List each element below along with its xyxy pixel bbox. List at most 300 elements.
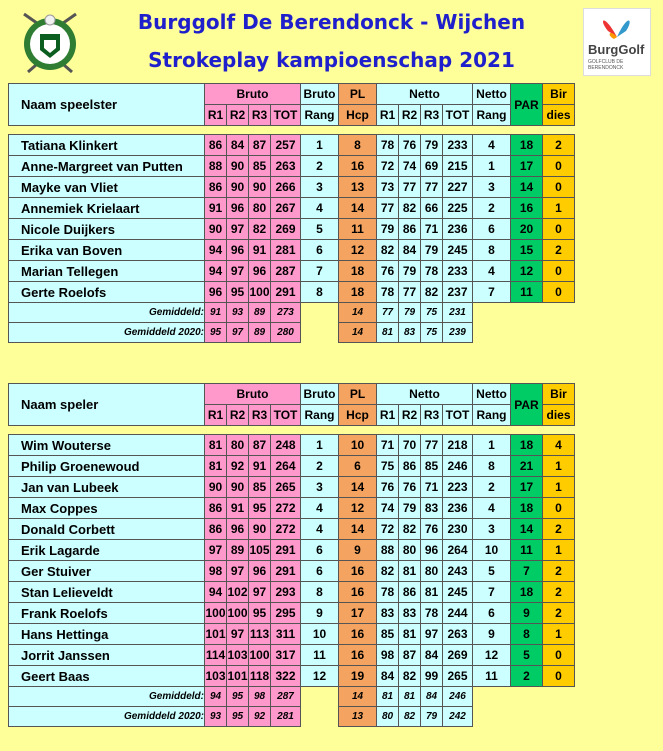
bruto-rang: 6	[301, 240, 339, 261]
par-count: 15	[511, 240, 543, 261]
bruto-b1: 90	[205, 477, 227, 498]
bruto-btot: 291	[271, 540, 301, 561]
average-label: Gemiddeld:	[9, 303, 205, 323]
bruto-b1: 86	[205, 135, 227, 156]
netto-n2: 76	[399, 135, 421, 156]
bruto-b1: 100	[205, 603, 227, 624]
average-label: Gemiddeld 2020:	[9, 707, 205, 727]
netto-n3: 79	[421, 240, 443, 261]
bruto-b1: 81	[205, 435, 227, 456]
average-row	[9, 687, 575, 707]
netto-n3: 99	[421, 666, 443, 687]
bruto-b3: 82	[249, 219, 271, 240]
average-label: Gemiddeld 2020:	[9, 323, 205, 343]
birdies-count: 1	[543, 456, 575, 477]
netto-rang: 2	[473, 477, 511, 498]
bruto-b2: 90	[227, 156, 249, 177]
bruto-btot: 272	[271, 519, 301, 540]
player-name: Annemiek Krielaart	[9, 198, 205, 219]
bruto-rang: 6	[301, 561, 339, 582]
bruto-b1: 114	[205, 645, 227, 666]
bruto-b2: 84	[227, 135, 249, 156]
netto-n3: 77	[421, 177, 443, 198]
netto-n3: 66	[421, 198, 443, 219]
bruto-btot: 295	[271, 603, 301, 624]
bruto-btot: 269	[271, 219, 301, 240]
bruto-b1: 88	[205, 156, 227, 177]
bruto-rang-header: Bruto	[301, 384, 339, 405]
netto-n1: 82	[377, 240, 399, 261]
table-row	[9, 624, 575, 645]
women-scorecard-table	[8, 83, 575, 343]
netto-n1: 73	[377, 177, 399, 198]
netto-n2: 82	[399, 198, 421, 219]
bruto-b1: 98	[205, 561, 227, 582]
average-netto-n3: 79	[421, 707, 443, 727]
pl-hcp-header: PL	[339, 84, 377, 105]
bruto-rang-header-2: Rang	[301, 105, 339, 126]
spacer	[9, 126, 575, 135]
netto-n3: 85	[421, 456, 443, 477]
netto-rang: 6	[473, 603, 511, 624]
pl-hcp-header-2: Hcp	[339, 105, 377, 126]
par-count: 16	[511, 198, 543, 219]
netto-n3: 97	[421, 624, 443, 645]
bruto-b1: 90	[205, 219, 227, 240]
bruto-b1: 86	[205, 519, 227, 540]
birdies-count: 2	[543, 240, 575, 261]
bruto-b1: 91	[205, 198, 227, 219]
player-name: Donald Corbett	[9, 519, 205, 540]
table-header-row	[9, 384, 575, 405]
netto-n2: 81	[399, 561, 421, 582]
bruto-btot: 291	[271, 282, 301, 303]
pl-hcp: 14	[339, 198, 377, 219]
netto-n1: 88	[377, 540, 399, 561]
bruto-b3: 97	[249, 582, 271, 603]
netto-n2: 86	[399, 582, 421, 603]
pl-hcp: 16	[339, 624, 377, 645]
netto-n2: 80	[399, 540, 421, 561]
table-row	[9, 219, 575, 240]
netto-ntot: 225	[443, 198, 473, 219]
table-row	[9, 198, 575, 219]
netto-rang-header-2: Rang	[473, 105, 511, 126]
bruto-btot: 266	[271, 177, 301, 198]
average-netto-n3: 84	[421, 687, 443, 707]
netto-rang: 8	[473, 456, 511, 477]
netto-n1: 79	[377, 219, 399, 240]
bruto-b2: 80	[227, 435, 249, 456]
netto-ntot: 265	[443, 666, 473, 687]
bruto-b1: 94	[205, 240, 227, 261]
player-name-header: Naam speelster	[9, 84, 205, 126]
par-count: 7	[511, 561, 543, 582]
birdies-header-2: dies	[543, 105, 575, 126]
bruto-b3: 118	[249, 666, 271, 687]
average-netto-n1: 81	[377, 323, 399, 343]
netto-n2: 87	[399, 645, 421, 666]
bruto-r1-header: R1	[205, 405, 227, 426]
average-netto-n1: 77	[377, 303, 399, 323]
netto-n2: 76	[399, 477, 421, 498]
netto-tot-header: TOT	[443, 405, 473, 426]
birdies-count: 1	[543, 477, 575, 498]
bruto-rang: 8	[301, 282, 339, 303]
birdies-count: 1	[543, 198, 575, 219]
netto-n1: 85	[377, 624, 399, 645]
netto-n2: 79	[399, 261, 421, 282]
netto-rang: 10	[473, 540, 511, 561]
player-name: Frank Roelofs	[9, 603, 205, 624]
netto-n3: 71	[421, 477, 443, 498]
netto-tot-header: TOT	[443, 105, 473, 126]
par-count: 21	[511, 456, 543, 477]
netto-rang: 1	[473, 156, 511, 177]
bruto-b2: 91	[227, 498, 249, 519]
netto-n1: 76	[377, 261, 399, 282]
par-count: 20	[511, 219, 543, 240]
par-count: 18	[511, 135, 543, 156]
netto-n2: 79	[399, 498, 421, 519]
netto-rang: 4	[473, 261, 511, 282]
netto-n1: 71	[377, 435, 399, 456]
netto-n3: 84	[421, 645, 443, 666]
netto-n1: 74	[377, 498, 399, 519]
pl-hcp: 14	[339, 519, 377, 540]
bruto-rang: 3	[301, 177, 339, 198]
netto-n1: 77	[377, 198, 399, 219]
player-name: Erik Lagarde	[9, 540, 205, 561]
netto-rang: 5	[473, 561, 511, 582]
player-name-header: Naam speler	[9, 384, 205, 426]
bruto-header: Bruto	[205, 384, 301, 405]
average-label: Gemiddeld:	[9, 687, 205, 707]
bruto-btot: 287	[271, 261, 301, 282]
netto-r3-header: R3	[421, 105, 443, 126]
pl-hcp-header: PL	[339, 384, 377, 405]
empty-cell	[301, 323, 339, 343]
bruto-btot: 263	[271, 156, 301, 177]
bruto-b2: 103	[227, 645, 249, 666]
netto-n2: 81	[399, 624, 421, 645]
netto-ntot: 264	[443, 540, 473, 561]
pl-hcp: 18	[339, 282, 377, 303]
par-header: PAR	[511, 384, 543, 426]
bruto-btot: 248	[271, 435, 301, 456]
netto-ntot: 236	[443, 219, 473, 240]
netto-n3: 83	[421, 498, 443, 519]
netto-n2: 70	[399, 435, 421, 456]
table-header-row	[9, 84, 575, 105]
average-netto-ntot: 246	[443, 687, 473, 707]
average-netto-n2: 83	[399, 323, 421, 343]
player-name: Jan van Lubeek	[9, 477, 205, 498]
player-name: Nicole Duijkers	[9, 219, 205, 240]
birdies-header: Bir	[543, 84, 575, 105]
birdies-count: 2	[543, 582, 575, 603]
par-count: 18	[511, 435, 543, 456]
netto-rang-header: Netto	[473, 384, 511, 405]
par-count: 17	[511, 156, 543, 177]
pl-hcp: 16	[339, 645, 377, 666]
bruto-rang: 5	[301, 219, 339, 240]
pl-hcp: 12	[339, 498, 377, 519]
table-row	[9, 240, 575, 261]
bruto-b3: 85	[249, 477, 271, 498]
pl-hcp: 12	[339, 240, 377, 261]
netto-ntot: 245	[443, 582, 473, 603]
table-row	[9, 582, 575, 603]
player-name: Stan Lelieveldt	[9, 582, 205, 603]
table-row	[9, 435, 575, 456]
netto-rang: 3	[473, 519, 511, 540]
table-row	[9, 456, 575, 477]
page-title: Burggolf De Berendonck - Wijchen	[137, 10, 526, 34]
birdies-count: 2	[543, 519, 575, 540]
netto-rang: 4	[473, 498, 511, 519]
logo-subtext: GOLFCLUB DE BERENDONCK	[588, 59, 624, 71]
birdies-count: 0	[543, 261, 575, 282]
netto-r2-header: R2	[399, 105, 421, 126]
bruto-b1: 94	[205, 261, 227, 282]
bruto-rang: 3	[301, 477, 339, 498]
bruto-b3: 90	[249, 177, 271, 198]
pl-hcp: 19	[339, 666, 377, 687]
bruto-b1: 96	[205, 282, 227, 303]
empty-cell	[301, 303, 339, 323]
page-subtitle: Strokeplay kampioenschap 2021	[148, 48, 515, 72]
netto-n1: 75	[377, 456, 399, 477]
empty-cell	[473, 323, 575, 343]
birdies-count: 0	[543, 645, 575, 666]
bruto-b3: 87	[249, 135, 271, 156]
average-bruto-b2: 97	[227, 323, 249, 343]
birdies-count: 2	[543, 561, 575, 582]
netto-r3-header: R3	[421, 405, 443, 426]
logo-text: BurgGolf	[588, 42, 645, 57]
netto-ntot: 227	[443, 177, 473, 198]
average-netto-n3: 75	[421, 303, 443, 323]
average-bruto-btot: 280	[271, 323, 301, 343]
table-row	[9, 666, 575, 687]
bruto-r3-header: R3	[249, 405, 271, 426]
birdies-count: 0	[543, 177, 575, 198]
bruto-btot: 291	[271, 561, 301, 582]
player-name: Jorrit Janssen	[9, 645, 205, 666]
netto-n3: 71	[421, 219, 443, 240]
netto-ntot: 223	[443, 477, 473, 498]
bruto-b3: 105	[249, 540, 271, 561]
netto-rang: 4	[473, 135, 511, 156]
average-bruto-b1: 93	[205, 707, 227, 727]
bruto-btot: 272	[271, 498, 301, 519]
netto-rang: 1	[473, 435, 511, 456]
bruto-b2: 96	[227, 240, 249, 261]
netto-n1: 83	[377, 603, 399, 624]
empty-cell	[473, 707, 575, 727]
average-bruto-b3: 89	[249, 323, 271, 343]
netto-n2: 84	[399, 240, 421, 261]
par-count: 12	[511, 261, 543, 282]
bruto-rang: 4	[301, 198, 339, 219]
bruto-rang: 8	[301, 582, 339, 603]
netto-n3: 79	[421, 135, 443, 156]
average-netto-n2: 79	[399, 303, 421, 323]
bruto-btot: 264	[271, 456, 301, 477]
bruto-rang: 2	[301, 156, 339, 177]
bruto-rang-header: Bruto	[301, 84, 339, 105]
bruto-b3: 91	[249, 240, 271, 261]
netto-rang-header-2: Rang	[473, 405, 511, 426]
bruto-b1: 97	[205, 540, 227, 561]
netto-rang: 7	[473, 282, 511, 303]
netto-header: Netto	[377, 84, 473, 105]
netto-n2: 82	[399, 666, 421, 687]
netto-rang: 2	[473, 198, 511, 219]
spacer	[9, 426, 575, 435]
birdies-count: 0	[543, 156, 575, 177]
bruto-b3: 96	[249, 561, 271, 582]
bruto-b1: 94	[205, 582, 227, 603]
player-name: Erika van Boven	[9, 240, 205, 261]
table-row	[9, 540, 575, 561]
bruto-b2: 90	[227, 477, 249, 498]
pl-hcp: 10	[339, 435, 377, 456]
table-row	[9, 498, 575, 519]
par-count: 14	[511, 519, 543, 540]
bruto-b3: 80	[249, 198, 271, 219]
average-bruto-b1: 95	[205, 323, 227, 343]
empty-cell	[301, 707, 339, 727]
bruto-btot: 267	[271, 198, 301, 219]
netto-n3: 81	[421, 582, 443, 603]
netto-ntot: 215	[443, 156, 473, 177]
bruto-b3: 100	[249, 645, 271, 666]
netto-n1: 72	[377, 156, 399, 177]
netto-n3: 82	[421, 282, 443, 303]
netto-ntot: 230	[443, 519, 473, 540]
player-name: Max Coppes	[9, 498, 205, 519]
bruto-rang: 2	[301, 456, 339, 477]
bruto-b3: 85	[249, 156, 271, 177]
average-bruto-b2: 95	[227, 707, 249, 727]
birdies-count: 2	[543, 603, 575, 624]
average-pl: 14	[339, 687, 377, 707]
table-row	[9, 282, 575, 303]
bruto-rang: 1	[301, 135, 339, 156]
netto-n3: 76	[421, 519, 443, 540]
netto-rang: 11	[473, 666, 511, 687]
par-count: 2	[511, 666, 543, 687]
birdies-header-2: dies	[543, 405, 575, 426]
netto-n2: 86	[399, 219, 421, 240]
average-pl: 14	[339, 303, 377, 323]
bruto-rang: 6	[301, 540, 339, 561]
bruto-rang: 4	[301, 519, 339, 540]
pl-hcp: 9	[339, 540, 377, 561]
bruto-r1-header: R1	[205, 105, 227, 126]
table-row	[9, 561, 575, 582]
bruto-b2: 97	[227, 624, 249, 645]
netto-r2-header: R2	[399, 405, 421, 426]
average-netto-n1: 80	[377, 707, 399, 727]
bruto-b2: 92	[227, 456, 249, 477]
bruto-b2: 97	[227, 219, 249, 240]
average-bruto-b3: 98	[249, 687, 271, 707]
pl-hcp: 14	[339, 477, 377, 498]
average-bruto-b3: 89	[249, 303, 271, 323]
bruto-btot: 257	[271, 135, 301, 156]
bruto-rang: 12	[301, 666, 339, 687]
bruto-r2-header: R2	[227, 405, 249, 426]
netto-ntot: 263	[443, 624, 473, 645]
pl-hcp: 6	[339, 456, 377, 477]
netto-n1: 76	[377, 477, 399, 498]
netto-ntot: 233	[443, 135, 473, 156]
bruto-b3: 113	[249, 624, 271, 645]
bruto-b2: 102	[227, 582, 249, 603]
birdies-count: 0	[543, 282, 575, 303]
player-name: Ger Stuiver	[9, 561, 205, 582]
bruto-b1: 86	[205, 498, 227, 519]
bruto-b2: 96	[227, 519, 249, 540]
par-count: 8	[511, 624, 543, 645]
bruto-b2: 89	[227, 540, 249, 561]
par-count: 18	[511, 582, 543, 603]
bruto-rang: 7	[301, 261, 339, 282]
bruto-b3: 96	[249, 261, 271, 282]
netto-ntot: 237	[443, 282, 473, 303]
birdies-count: 1	[543, 624, 575, 645]
netto-n2: 82	[399, 519, 421, 540]
table-row	[9, 261, 575, 282]
butterfly-icon	[584, 9, 650, 41]
bruto-b2: 100	[227, 603, 249, 624]
average-bruto-b1: 91	[205, 303, 227, 323]
par-count: 18	[511, 498, 543, 519]
netto-ntot: 243	[443, 561, 473, 582]
bruto-rang: 1	[301, 435, 339, 456]
player-name: Anne-Margreet van Putten	[9, 156, 205, 177]
bruto-b1: 103	[205, 666, 227, 687]
netto-n1: 78	[377, 582, 399, 603]
player-name: Philip Groenewoud	[9, 456, 205, 477]
pl-hcp: 16	[339, 561, 377, 582]
empty-cell	[301, 687, 339, 707]
average-bruto-btot: 281	[271, 707, 301, 727]
bruto-header: Bruto	[205, 84, 301, 105]
average-netto-ntot: 231	[443, 303, 473, 323]
bruto-r3-header: R3	[249, 105, 271, 126]
birdies-count: 0	[543, 219, 575, 240]
par-count: 9	[511, 603, 543, 624]
bruto-b3: 90	[249, 519, 271, 540]
average-bruto-b2: 95	[227, 687, 249, 707]
netto-ntot: 236	[443, 498, 473, 519]
table-row	[9, 477, 575, 498]
pl-hcp: 18	[339, 261, 377, 282]
birdies-header: Bir	[543, 384, 575, 405]
pl-hcp: 17	[339, 603, 377, 624]
average-netto-n1: 81	[377, 687, 399, 707]
bruto-b2: 101	[227, 666, 249, 687]
table-row	[9, 177, 575, 198]
player-name: Wim Wouterse	[9, 435, 205, 456]
average-netto-ntot: 239	[443, 323, 473, 343]
bruto-b3: 91	[249, 456, 271, 477]
bruto-b2: 90	[227, 177, 249, 198]
